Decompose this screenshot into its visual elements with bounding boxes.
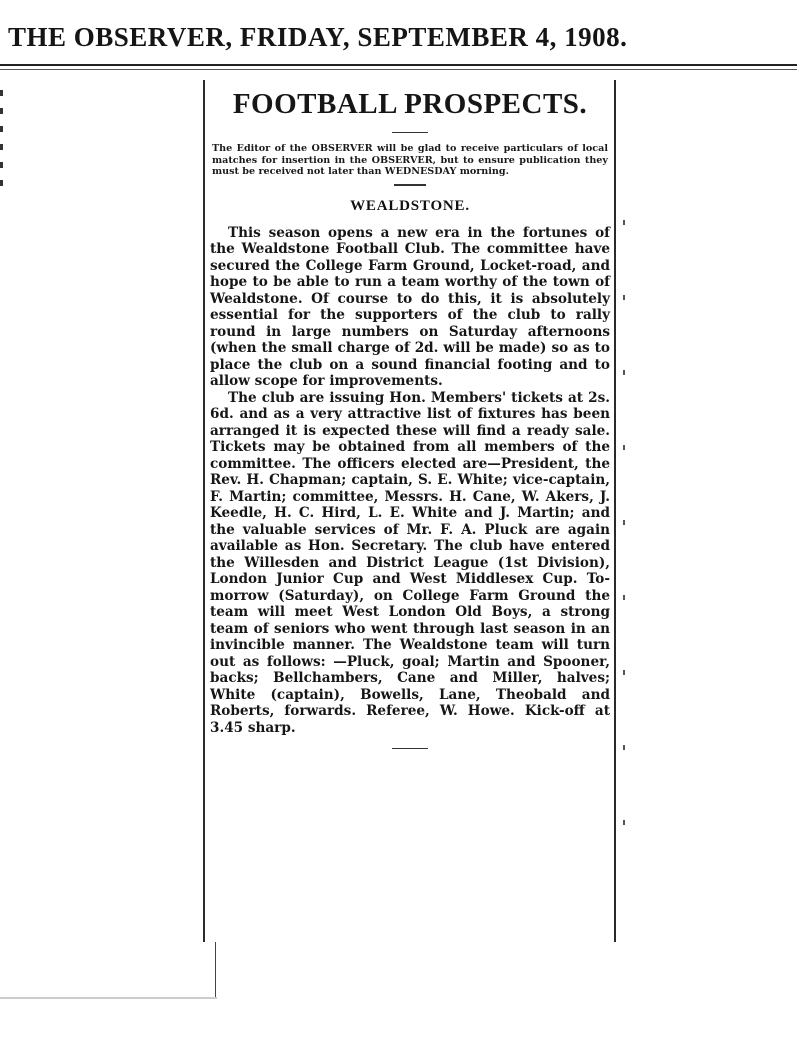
article-end-rule <box>392 748 428 749</box>
editor-note: The Editor of the OBSERVER will be glad to receive particulars of local matches for insertion in the OBSERVER, but to ensure publication they must be received not later than WEDNESDAY morning. <box>212 143 608 177</box>
column-rule-right <box>614 80 616 942</box>
page-edge <box>0 997 217 999</box>
column-rule-gutter <box>215 942 216 998</box>
section-subhead: WEALDSTONE. <box>350 197 470 214</box>
article <box>210 84 610 749</box>
adjacent-column-fragments <box>0 90 3 210</box>
article-paragraph: This season opens a new era in the fortunes of the Wealdstone Football Club. The committee have secured the College Farm Ground, Locket-road, and hope to be able to run a team worthy of the town of Wealdstone. Of course to do this, it is absolutely essential for the supporters of the club to rally round in large numbers on Saturday afternoons (when the small charge of 2d. will be made) so as to place the club on a sound financial footing and to allow scope for improvements. <box>210 224 610 389</box>
masthead-rule-thin <box>0 69 797 70</box>
article-headline: FOOTBALL PROSPECTS. <box>232 88 588 120</box>
note-divider <box>394 184 426 186</box>
adjacent-column-fragments-right <box>623 220 626 870</box>
newspaper-masthead: THE OBSERVER, FRIDAY, SEPTEMBER 4, 1908. <box>8 22 628 52</box>
column-rule-left <box>203 80 205 942</box>
headline-divider <box>392 132 428 133</box>
masthead-rule <box>0 64 797 66</box>
article-paragraph: The club are issuing Hon. Members' tickets at 2s. 6d. and as a very attractive list of fixtures has been arranged it is expected these will find a ready sale. Tickets may be obtained from all members of the committee. The officers elected are—President, the Rev. H. Chapman; captain, S. E. White; vice-captain, F. Martin; committee, Messrs. H. Cane, W. Akers, J. Keedle, H. C. Hird, L. E. White and J. Martin; and the valuable services of Mr. F. A. Pluck are again available as Hon. Secretary. The club have entered the Willesden and District League (1st Division), London Junior Cup and West Middlesex Cup. To-morrow (Saturday), on College Farm Ground the team will meet West London Old Boys, a strong team of seniors who went through last season in an invincible manner. The Wealdstone team will turn out as follows: —Pluck, goal; Martin and Spooner, backs; Bellchambers, Cane and Miller, halves; White (captain), Bowells, Lane, Theobald and Roberts, forwards. Referee, W. Howe. Kick-off at 3.45 sharp. <box>210 389 610 736</box>
